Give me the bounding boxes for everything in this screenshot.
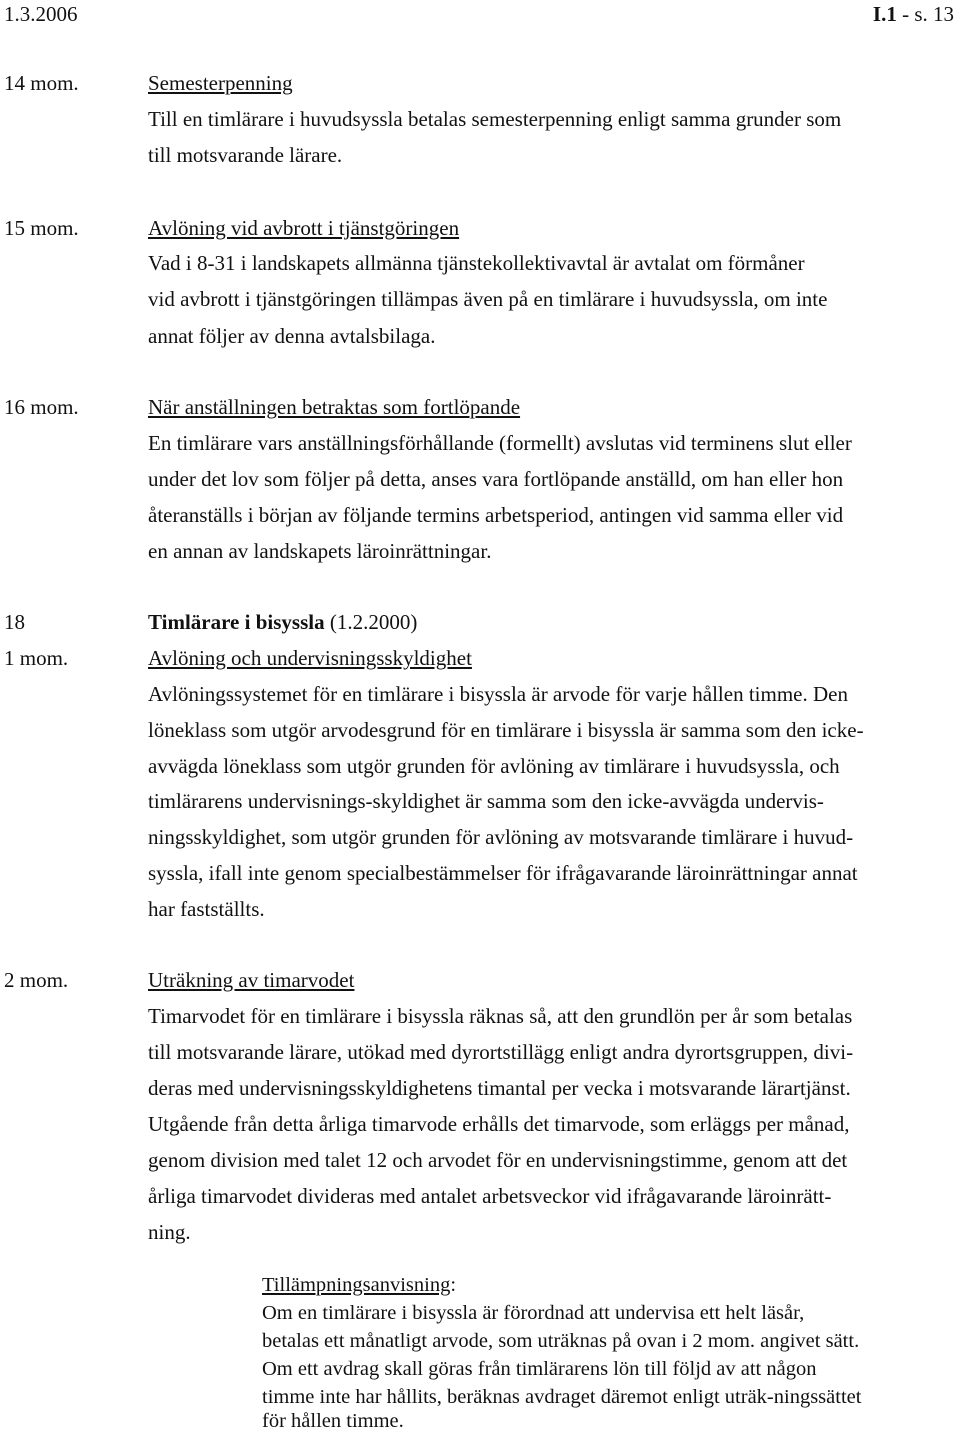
- section-title-avloning-och-undervisningsskyldighet: Avlöning och undervisningsskyldighet: [148, 646, 472, 670]
- note-line: timme inte har hållits, beräknas avdraget däremot enligt uträk-ningssättet: [262, 1386, 862, 1408]
- note-line: Om ett avdrag skall göras från timlärarens lön till följd av att någon: [262, 1358, 817, 1380]
- paragraph-line: under det lov som följer på detta, anses vara fortlöpande anställd, om han eller hon: [148, 467, 844, 491]
- page-suffix: - s. 13: [896, 2, 954, 26]
- page-section: I.1: [872, 2, 897, 26]
- paragraph-line: ning.: [148, 1220, 191, 1244]
- section-title-utrakning-av-timarvodet: Uträkning av timarvodet: [148, 968, 355, 992]
- paragraph-line: har fastställts.: [148, 897, 265, 921]
- section-label-16-mom: 16 mom.: [4, 395, 79, 419]
- section-number-18: 18: [4, 610, 25, 634]
- note-line: Om en timlärare i bisyssla är förordnad att undervisa ett helt läsår,: [262, 1302, 805, 1324]
- section-title-fortlopande: När anställningen betraktas som fortlöpande: [148, 395, 521, 419]
- page-number: [873, 0, 954, 32]
- note-line: betalas ett månatligt arvode, som uträknas på ovan i 2 mom. angivet sätt.: [262, 1330, 860, 1352]
- paragraph-line: vid avbrott i tjänstgöringen tillämpas även på en timlärare i huvudsyssla, om inte: [148, 287, 828, 311]
- paragraph-line: en annan av landskapets läroinrättningar.: [148, 539, 492, 563]
- section-label-1-mom: 1 mom.: [4, 646, 69, 670]
- paragraph-line: Vad i 8-31 i landskapets allmänna tjänstekollektivavtal är avtalat om förmåner: [148, 251, 805, 275]
- paragraph-line: timlärarens undervisnings-skyldighet är samma som den icke-avvägda undervis-: [148, 789, 824, 813]
- paragraph-line: till motsvarande lärare.: [148, 143, 343, 167]
- section-label-2-mom: 2 mom.: [4, 968, 69, 992]
- section-title-semesterpenning: Semesterpenning: [148, 71, 293, 95]
- note-title: Tillämpningsanvisning: [262, 1274, 451, 1296]
- paragraph-line: årliga timarvodet divideras med antalet arbetsveckor vid ifrågavarande läroinrätt-: [148, 1184, 832, 1208]
- paragraph-line: deras med undervisningsskyldighetens timantal per vecka i motsvarande lärartjänst.: [148, 1076, 851, 1100]
- paragraph-line: till motsvarande lärare, utökad med dyrortstillägg enligt andra dyrortsgruppen, divi-: [148, 1040, 854, 1064]
- paragraph-line: avvägda löneklass som utgör grunden för avlöning av timlärare i huvudsyssla, och: [148, 754, 840, 778]
- paragraph-line: syssla, ifall inte genom specialbestämmelser för ifrågavarande läroinrättningar annat: [148, 861, 858, 885]
- section-heading-date: (1.2.2000): [324, 610, 418, 634]
- paragraph-line: återanställs i början av följande termins arbetsperiod, antingen vid samma eller vid: [148, 503, 844, 527]
- paragraph-line: genom division med talet 12 och arvodet för en undervisningstimme, genom att det: [148, 1148, 848, 1172]
- section-label-15-mom: 15 mom.: [4, 216, 79, 240]
- note-colon: :: [450, 1274, 457, 1296]
- paragraph-line: Avlöningssystemet för en timlärare i bisyssla är arvode för varje hållen timme. Den: [148, 682, 848, 706]
- note-line: för hållen timme.: [262, 1410, 404, 1432]
- note-heading: [262, 1271, 456, 1299]
- section-heading-timlarare-i-bisyssla: [148, 604, 417, 640]
- paragraph-line: Till en timlärare i huvudsyssla betalas semesterpenning enligt samma grunder som: [148, 107, 842, 131]
- header-date: 1.3.2006: [4, 2, 78, 26]
- paragraph-line: Utgående från detta årliga timarvode erhålls det timarvode, som erläggs per månad,: [148, 1112, 850, 1136]
- section-label-14-mom: 14 mom.: [4, 71, 79, 95]
- paragraph-line: Timarvodet för en timlärare i bisyssla räknas så, att den grundlön per år som betalas: [148, 1004, 853, 1028]
- section-title-avloning-vid-avbrott: Avlöning vid avbrott i tjänstgöringen: [148, 216, 460, 240]
- paragraph-line: En timlärare vars anställningsförhållande (formellt) avslutas vid terminens slut eller: [148, 431, 852, 455]
- paragraph-line: ningsskyldighet, som utgör grunden för avlöning av motsvarande timlärare i huvud-: [148, 825, 854, 849]
- section-heading-title: Timlärare i bisyssla: [148, 610, 325, 634]
- paragraph-line: löneklass som utgör arvodesgrund för en timlärare i bisyssla är samma som den icke-: [148, 718, 864, 742]
- paragraph-line: annat följer av denna avtalsbilaga.: [148, 324, 436, 348]
